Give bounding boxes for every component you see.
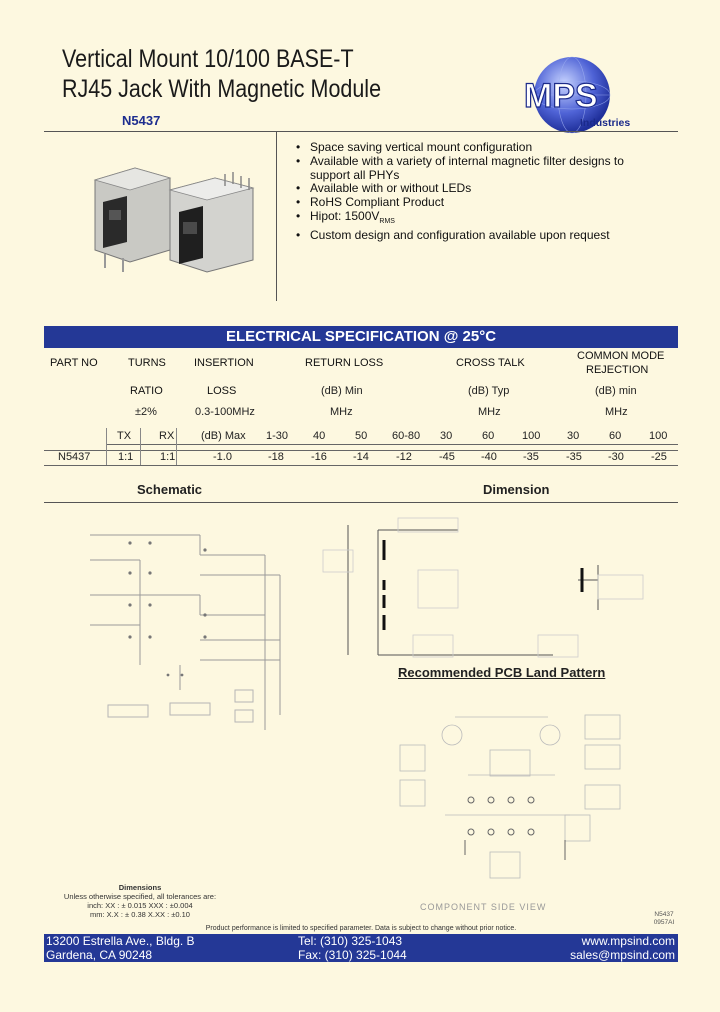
logo-text: MPS [524, 77, 598, 115]
component-view-label: COMPONENT SIDE VIEW [420, 902, 547, 912]
header-cross-mhz: MHz [478, 406, 501, 418]
feature-item: • RoHS Compliant Product [296, 196, 624, 210]
row-cell: -12 [396, 451, 412, 463]
header-insertion-range: 0.3-100MHz [195, 406, 255, 418]
row-cell: -16 [311, 451, 327, 463]
header-cross-unit: (dB) Typ [468, 385, 510, 397]
document-title [62, 44, 381, 104]
spec-row-rule-bottom [44, 465, 678, 466]
row-part-no: N5437 [58, 451, 91, 463]
header-turns: TURNS [128, 357, 166, 369]
website-link[interactable]: www.mpsind.com [581, 934, 675, 948]
product-photo [75, 150, 265, 280]
disclaimer: Product performance is limited to specified parameter. Data is subject to change without prior notice. [205, 925, 517, 932]
subheader-cell: 30 [567, 430, 580, 442]
feature-item: • Space saving vertical mount configuration [296, 141, 624, 155]
notes-line: inch: XX : ± 0.015 XXX : ±0.004 [87, 901, 193, 910]
subheader-cell: (dB) Max [201, 430, 246, 442]
part-number: N5437 [122, 113, 161, 128]
dimension-heading: Dimension [483, 482, 550, 497]
row-cell: -1.0 [213, 451, 232, 463]
title-line-1: Vertical Mount 10/100 BASE-T [62, 45, 354, 73]
dimension-drawing [318, 510, 678, 665]
email-link[interactable]: sales@mpsind.com [570, 948, 675, 962]
subheader-cell: 100 [522, 430, 541, 442]
footer-phone [298, 934, 407, 962]
subheader-cell: 60 [482, 430, 495, 442]
footer-address [46, 934, 195, 962]
header-tolerance: ±2% [135, 406, 157, 418]
schematic-diagram [50, 515, 320, 740]
subheader-cell: 50 [355, 430, 368, 442]
row-cell: -18 [268, 451, 284, 463]
drawing-ref-part: N5437 [654, 911, 674, 918]
notes-line: Unless otherwise specified, all tolerances are: [63, 892, 217, 901]
row-cell: -30 [608, 451, 624, 463]
row-cell: -40 [481, 451, 497, 463]
row-cell: 1:1 [160, 451, 176, 463]
address-line: 13200 Estrella Ave., Bldg. B [46, 934, 195, 948]
row-cell: -35 [566, 451, 582, 463]
subheader-cell: 40 [313, 430, 326, 442]
subheader-cell: 1-30 [266, 430, 289, 442]
pcb-heading: Recommended PCB Land Pattern [398, 665, 606, 680]
header-cmr-mhz: MHz [605, 406, 628, 418]
schematic-heading: Schematic [137, 482, 203, 497]
subheader-cell: 100 [649, 430, 668, 442]
header-return-mhz: MHz [330, 406, 353, 418]
header-ratio: RATIO [130, 385, 163, 397]
subheader-cell: RX [159, 430, 175, 442]
mps-logo [510, 55, 660, 140]
header-cross-talk: CROSS TALK [456, 357, 525, 369]
title-line-2: RJ45 Jack With Magnetic Module [62, 75, 382, 103]
notes-heading: Dimensions [118, 883, 162, 892]
spec-subheader-rule [106, 444, 678, 445]
dimension-notes [55, 883, 225, 919]
header-loss: LOSS [207, 385, 237, 397]
feature-list [296, 141, 624, 243]
address-line: Gardena, CA 90248 [46, 948, 153, 962]
footer [44, 934, 678, 962]
header-return-loss: RETURN LOSS [305, 357, 384, 369]
header-part-no: PART NO [50, 357, 98, 369]
row-cell: -25 [651, 451, 667, 463]
notes-line: mm: X.X : ± 0.38 X.XX : ±0.10 [90, 910, 190, 919]
footer-web [570, 934, 675, 962]
subheader-cell: 60-80 [392, 430, 421, 442]
fax: Fax: (310) 325-1044 [298, 948, 407, 962]
row-cell: -35 [523, 451, 539, 463]
feature-item-continued: support all PHYs [310, 167, 400, 182]
header-cmr-unit: (dB) min [595, 385, 637, 397]
feature-item: • Custom design and configuration available upon request [296, 229, 624, 243]
feature-item-hipot [296, 210, 624, 229]
photo-divider [276, 131, 277, 301]
subheader-cell: TX [117, 430, 132, 442]
section-divider [44, 502, 678, 503]
feature-item: • Available with or without LEDs [296, 182, 624, 196]
drawing-ref-rev: 0957AI [653, 919, 675, 926]
logo-subtext: Industries [580, 117, 631, 129]
pcb-land-pattern [390, 690, 650, 885]
spec-col-divider [106, 428, 107, 465]
row-cell: 1:1 [118, 451, 134, 463]
row-cell: -45 [439, 451, 455, 463]
subheader-cell: 30 [440, 430, 453, 442]
spec-table-title: ELECTRICAL SPECIFICATION @ 25°C [44, 326, 678, 348]
header-return-unit: (dB) Min [321, 385, 363, 397]
header-cmr-1: COMMON MODE [577, 350, 665, 362]
spec-col-divider [140, 428, 141, 465]
title-divider [44, 131, 678, 132]
hipot-text: Hipot: 1500V [310, 208, 380, 223]
hipot-subscript: RMS [379, 217, 395, 225]
header-cmr-2: REJECTION [586, 364, 649, 376]
subheader-cell: 60 [609, 430, 622, 442]
header-insertion: INSERTION [194, 357, 254, 369]
feature-item: • Available with a variety of internal magnetic filter designs to [296, 155, 624, 169]
spec-col-divider [176, 428, 177, 465]
row-cell: -14 [353, 451, 369, 463]
tel: Tel: (310) 325-1043 [298, 934, 403, 948]
